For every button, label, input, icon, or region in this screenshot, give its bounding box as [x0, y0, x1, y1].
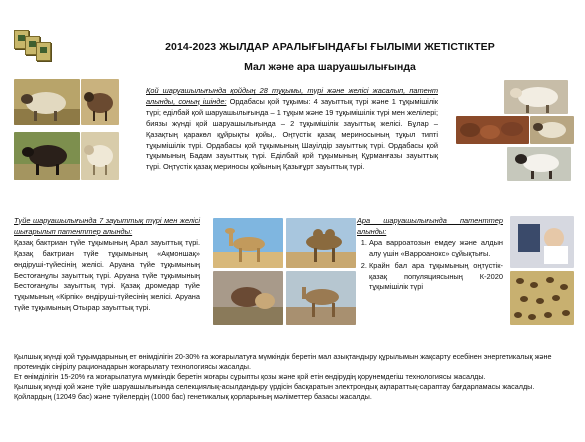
- sheep-photo-7: [507, 147, 571, 181]
- section-subtitle: Мал және ара шаруашылығында: [244, 61, 416, 73]
- book-icon: [36, 42, 51, 61]
- sheep-flock-photo: [456, 116, 529, 144]
- lab-photo: [510, 216, 574, 268]
- sheep-photo-5: [504, 80, 568, 114]
- sheep-photo-6: [530, 116, 574, 144]
- sheep-paragraph: [146, 86, 438, 173]
- camel-photo-1: [213, 218, 283, 268]
- sheep-body: Ордабасы қой тұқымы: 4 зауыттық түрі және 1 тұқымішілік түрі; еділбай қой шаруашылығында – 1 тұқым және 19 тұқымішілік түрі мен желілері; биязы жүнді қой шаруашылығында – 2 тұқымішілік зауыттық желісі. Бұлар – Қазақтың қаракөл құйрықты қойы,. Оңтүстік қазақ мериносының тұқыл типті тұқымішілік түрі. Ордабасы қой тұқымының Шауілдір зауыттық түрі. Ордабасы қой тұқымының Бадам зауыттық түрі. Еділбай қой тұқымының Құрманғазы зауыттық түрі. Оңтүстік қазақ мериносы қойының Қазығұрт зауыттық түрі.: [146, 96, 439, 172]
- bee-item-k2020: 2. Крайн бал ара тұқымының оңтүстік-қазақ популяциясының К-2020 тұқымішілік түрі: [369, 261, 503, 294]
- camel-paragraph: [14, 216, 200, 314]
- page-title: 2014-2023 ЖЫЛДАР АРАЛЫҒЫНДАҒЫ ҒЫЛЫМИ ЖЕТІСТІКТЕР: [165, 41, 495, 53]
- sheep-lead: Қой шаруашылығында қойдың 28 тұқымы, түрі және желісі жасалып, патент алынды, соның ішінде:: [146, 86, 438, 106]
- sheep-photo-3: [14, 132, 80, 180]
- sheep-photo-4: [81, 132, 119, 180]
- bee-item-varroanox: 1. Ара варроатозын емдеу және алдын алу үшін «Варроанокс» сұйықтығы.: [369, 238, 503, 260]
- bottom-line-2: Ет өнімділігін 15-20% ға жоғарылатуға мүмкіндік беретін жоғары сұрыпты қозы және қой етін өндірудің қорунемдегіш технологиясы жасалды.: [14, 372, 486, 381]
- camel-lead: Түйе шаруашылығында 7 зауыттық түрі мен желісі шығарылып патенттер алынды:: [14, 216, 200, 236]
- sheep-photo-1: [14, 79, 80, 125]
- bee-list: [357, 238, 503, 294]
- camel-photo-2: [286, 218, 356, 268]
- camel-photo-4: [286, 271, 356, 325]
- bee-lead: Ара шаруашылығында патенттер алынды:: [357, 216, 503, 236]
- camel-photo-3: [213, 271, 283, 325]
- bees-photo: [510, 271, 574, 325]
- camel-body: Қазақ бактриан түйе тұқымының Арал зауыттық түрі. Қазақ бактриан түйе тұқымының «Ақмоншақ» өндіруші-түйесінің желісі. Аруана түйе тұқымының Бестоғанұлы зауыттық түрі. Аруана түйе тұқымының Бестоғанұлы зауыттық түрі. Қазақ дромедар түйе тұқымының «Кірпік» өндіруші-түйесінің желісі. Аруана түйе тұқымының Отырар зауыттық түрі.: [14, 237, 200, 313]
- bottom-line-3: Қылшық жүнді қой және түйе шаруашылығында селекциялық-асылдандыру үрдісін басқаратын электрондық ақпараттық-сараптау бағдарламасы жасалды.: [14, 382, 535, 391]
- bee-section: [357, 216, 503, 294]
- sheep-photo-2: [81, 79, 119, 125]
- logo: [12, 26, 52, 60]
- bottom-achievements: [14, 352, 580, 402]
- bottom-line-4: Қойлардың (12049 бас) және түйелердің (1000 бас) генетикалық қорларының мәліметтер базасы жасалды.: [14, 392, 372, 401]
- bottom-line-1: Қылшық жүнді қой тұқымдарының ет өнімділігін 20-30% ға жоғарылатуға мүмкіндік беретін мал азықтандыру құрылымын жақсарту есебінен энергетикалық және протеиндік сіңірілу рационадарын жоғарылату технологиясы жасалды.: [14, 352, 552, 371]
